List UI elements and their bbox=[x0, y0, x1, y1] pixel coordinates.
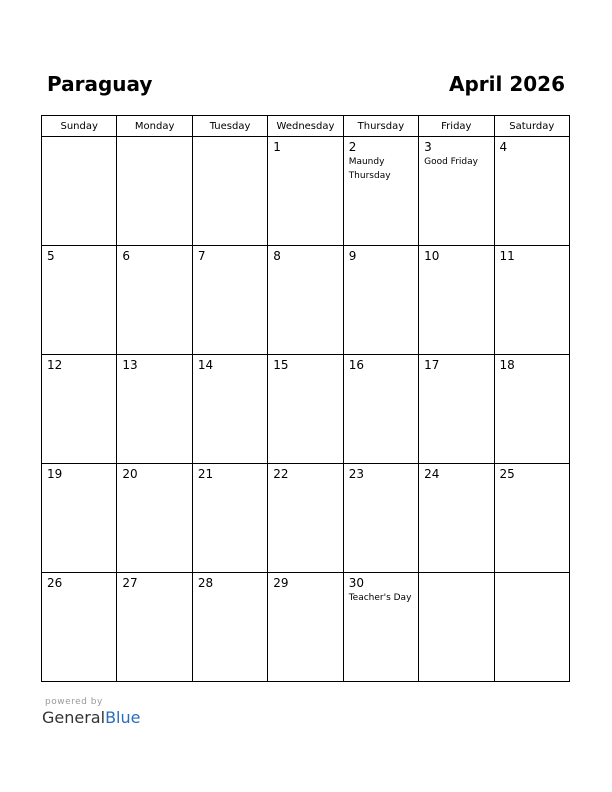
day-cell bbox=[192, 137, 267, 246]
day-cell bbox=[268, 464, 343, 573]
day-number: 29 bbox=[273, 576, 289, 590]
day-cell bbox=[42, 246, 117, 355]
powered-by-text: powered by bbox=[45, 697, 103, 707]
day-cell bbox=[343, 137, 418, 246]
day-number: 7 bbox=[197, 249, 206, 263]
day-number: 16 bbox=[348, 358, 364, 372]
day-cell bbox=[494, 573, 569, 682]
day-cell bbox=[419, 137, 494, 246]
day-cell bbox=[419, 573, 494, 682]
day-cell bbox=[419, 246, 494, 355]
day-cell bbox=[42, 137, 117, 246]
day-cell bbox=[268, 246, 343, 355]
week-row bbox=[42, 137, 570, 246]
day-cell bbox=[494, 137, 569, 246]
day-number: 22 bbox=[273, 467, 289, 481]
day-number: 28 bbox=[197, 576, 214, 590]
day-number: 30 bbox=[348, 576, 364, 590]
day-cell bbox=[343, 573, 418, 682]
weekday-header: Tuesday bbox=[192, 116, 267, 137]
brand-logo-part1: General bbox=[42, 708, 106, 727]
day-number: 12 bbox=[47, 358, 63, 372]
country-title: Paraguay bbox=[47, 72, 153, 96]
week-row bbox=[42, 573, 570, 682]
weekday-header: Friday bbox=[419, 116, 494, 137]
day-number: 5 bbox=[47, 249, 55, 263]
day-number: 18 bbox=[499, 358, 515, 372]
day-cell bbox=[42, 573, 117, 682]
holiday-label: Maundy Thursday bbox=[348, 157, 391, 181]
week-row bbox=[42, 355, 570, 464]
day-cell bbox=[42, 464, 117, 573]
weekday-header: Wednesday bbox=[268, 116, 343, 137]
weekday-header: Saturday bbox=[494, 116, 569, 137]
holiday-label: Good Friday bbox=[424, 157, 478, 167]
brand-logo-part2: Blue bbox=[105, 708, 141, 727]
day-number: 14 bbox=[197, 358, 214, 372]
weekday-header: Sunday bbox=[42, 116, 117, 137]
day-number: 17 bbox=[424, 358, 440, 372]
day-cell bbox=[343, 246, 418, 355]
day-cell bbox=[117, 573, 192, 682]
day-cell bbox=[192, 355, 267, 464]
day-cell bbox=[192, 573, 267, 682]
weekday-header: Thursday bbox=[343, 116, 418, 137]
day-cell bbox=[494, 355, 569, 464]
day-number: 2 bbox=[348, 140, 357, 154]
day-number: 26 bbox=[47, 576, 63, 590]
day-number: 13 bbox=[122, 358, 138, 372]
day-number: 23 bbox=[348, 467, 364, 481]
day-number: 4 bbox=[499, 140, 508, 154]
day-number: 15 bbox=[273, 358, 289, 372]
day-cell bbox=[192, 246, 267, 355]
day-cell bbox=[117, 355, 192, 464]
day-number: 10 bbox=[424, 249, 440, 263]
day-number: 25 bbox=[499, 467, 515, 481]
day-cell bbox=[419, 464, 494, 573]
day-cell bbox=[343, 355, 418, 464]
footer-branding bbox=[42, 696, 140, 728]
day-cell bbox=[117, 464, 192, 573]
day-cell bbox=[42, 355, 117, 464]
day-number: 1 bbox=[273, 140, 281, 154]
day-cell bbox=[494, 464, 569, 573]
day-cell bbox=[268, 137, 343, 246]
week-row bbox=[42, 464, 570, 573]
day-cell bbox=[268, 573, 343, 682]
day-cell bbox=[419, 355, 494, 464]
day-number: 19 bbox=[47, 467, 63, 481]
day-number: 27 bbox=[122, 576, 138, 590]
day-cell bbox=[494, 246, 569, 355]
day-cell bbox=[192, 464, 267, 573]
day-number: 3 bbox=[424, 140, 432, 154]
day-number: 8 bbox=[273, 249, 281, 263]
brand-logo[interactable] bbox=[42, 708, 140, 728]
day-number: 11 bbox=[499, 249, 515, 263]
day-cell bbox=[268, 355, 343, 464]
month-title: April 2026 bbox=[449, 72, 565, 96]
day-number: 6 bbox=[122, 249, 131, 263]
day-cell bbox=[343, 464, 418, 573]
weekday-header: Monday bbox=[117, 116, 192, 137]
calendar-grid bbox=[41, 115, 570, 682]
weekday-header-row bbox=[42, 116, 570, 137]
holiday-label: Teacher's Day bbox=[348, 593, 412, 603]
day-number: 24 bbox=[424, 467, 440, 481]
day-cell bbox=[117, 246, 192, 355]
day-number: 21 bbox=[197, 467, 214, 481]
week-row bbox=[42, 246, 570, 355]
day-number: 20 bbox=[122, 467, 138, 481]
day-number: 9 bbox=[348, 249, 357, 263]
day-cell bbox=[117, 137, 192, 246]
